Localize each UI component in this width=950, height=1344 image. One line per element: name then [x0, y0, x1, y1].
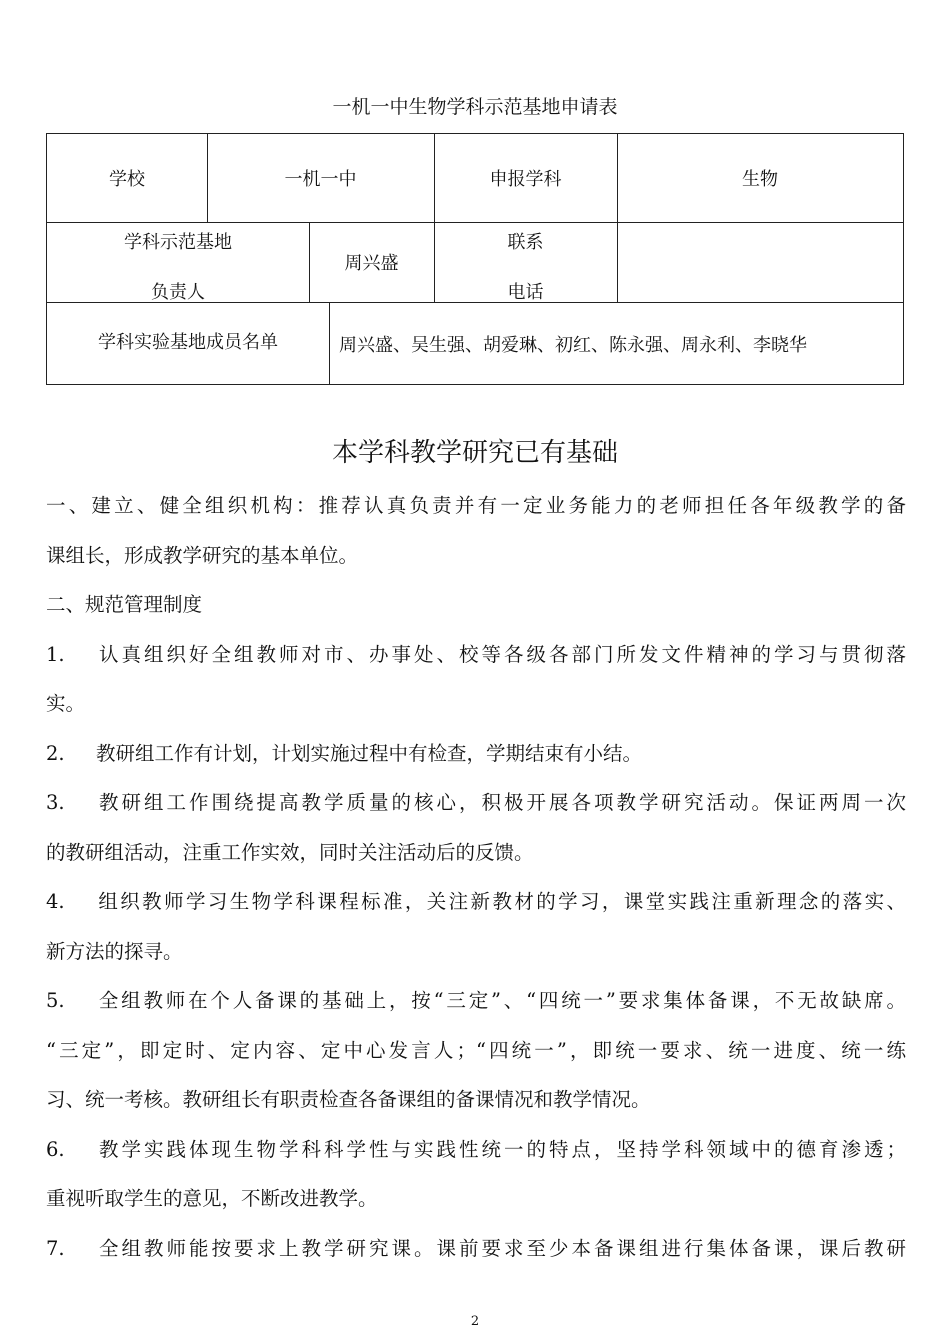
list-item-7: [46, 1224, 906, 1274]
item-number: 1.: [46, 642, 65, 666]
list-item-5: [46, 976, 906, 1026]
text-line: 课组长，形成教学研究的基本单位。: [46, 543, 359, 567]
text-line: 新方法的探寻。: [46, 939, 183, 963]
leader-label-line1: 学科示范基地: [124, 232, 232, 253]
body-text: [46, 481, 906, 1273]
text-line: 二、规范管理制度: [46, 593, 203, 616]
item-text: 认真组织好全组教师对市、办事处、校等各级各部门所发文件精神的学习与贯彻落: [96, 642, 906, 666]
item-number: 6.: [46, 1137, 65, 1161]
list-item-4: [46, 877, 906, 927]
item-text: 组织教师学习生物学科课程标准，关注新教材的学习，课堂实践注重新理念的落实、: [96, 890, 906, 913]
form-title: 一机一中生物学科示范基地申请表: [332, 96, 618, 118]
application-table: [46, 133, 904, 385]
leader-label-line2: 负责人: [151, 282, 205, 303]
members-label: 学科实验基地成员名单: [98, 331, 278, 353]
list-item-1: [46, 630, 906, 680]
item-text: 全组教师能按要求上教学研究课。课前要求至少本备课组进行集体备课，课后教研: [96, 1236, 906, 1260]
school-value: 一机一中: [284, 169, 357, 190]
text-line: 重视听取学生的意见，不断改进教学。: [46, 1187, 378, 1210]
item-text: 教学实践体现生物学科科学性与实践性统一的特点，坚持学科领域中的德育渗透；: [96, 1137, 906, 1161]
item-number: 2.: [46, 741, 65, 765]
subject-value: 生物: [742, 169, 778, 190]
item-number: 7.: [46, 1236, 65, 1260]
phone-label-line2: 电话: [507, 282, 544, 303]
phone-label-line1: 联系: [507, 232, 544, 253]
item-text: 全组教师在个人备课的基础上，按“三定”、“四统一”要求集体备课，不无故缺席。: [96, 989, 906, 1012]
text-line: 的教研组活动，注重工作实效，同时关注活动后的反馈。: [46, 840, 534, 864]
list-item-3: [46, 778, 906, 828]
members-value: 周兴盛、吴生强、胡爱琳、初红、陈永强、周永利、李晓华: [339, 334, 807, 356]
list-item-6: [46, 1125, 906, 1175]
text-line: 一、建立、健全组织机构：推荐认真负责并有一定业务能力的老师担任各年级教学的备: [46, 494, 906, 517]
phone-value: [617, 222, 903, 302]
text-line: 习、统一考核。教研组长有职责检查各备课组的备课情况和教学情况。: [46, 1088, 651, 1111]
subject-label: 申报学科: [489, 169, 562, 190]
text-line: 实。: [46, 692, 86, 715]
item-number: 3.: [46, 791, 65, 814]
leader-value: 周兴盛: [344, 253, 399, 274]
section-title: 本学科教学研究已有基础: [331, 438, 618, 468]
item-text: 教研组工作有计划，计划实施过程中有检查，学期结束有小结。: [96, 741, 643, 765]
school-label: 学校: [109, 169, 145, 190]
item-number: 5.: [46, 989, 65, 1012]
list-item-2: [46, 729, 906, 779]
page-number: 2: [470, 1314, 480, 1329]
item-text: 教研组工作围绕提高教学质量的核心，积极开展各项教学研究活动。保证两周一次: [96, 791, 906, 814]
text-line: “三定”，即定时、定内容、定中心发言人；“四统一”，即统一要求、统一进度、统一练: [46, 1038, 906, 1062]
item-number: 4.: [46, 890, 65, 913]
